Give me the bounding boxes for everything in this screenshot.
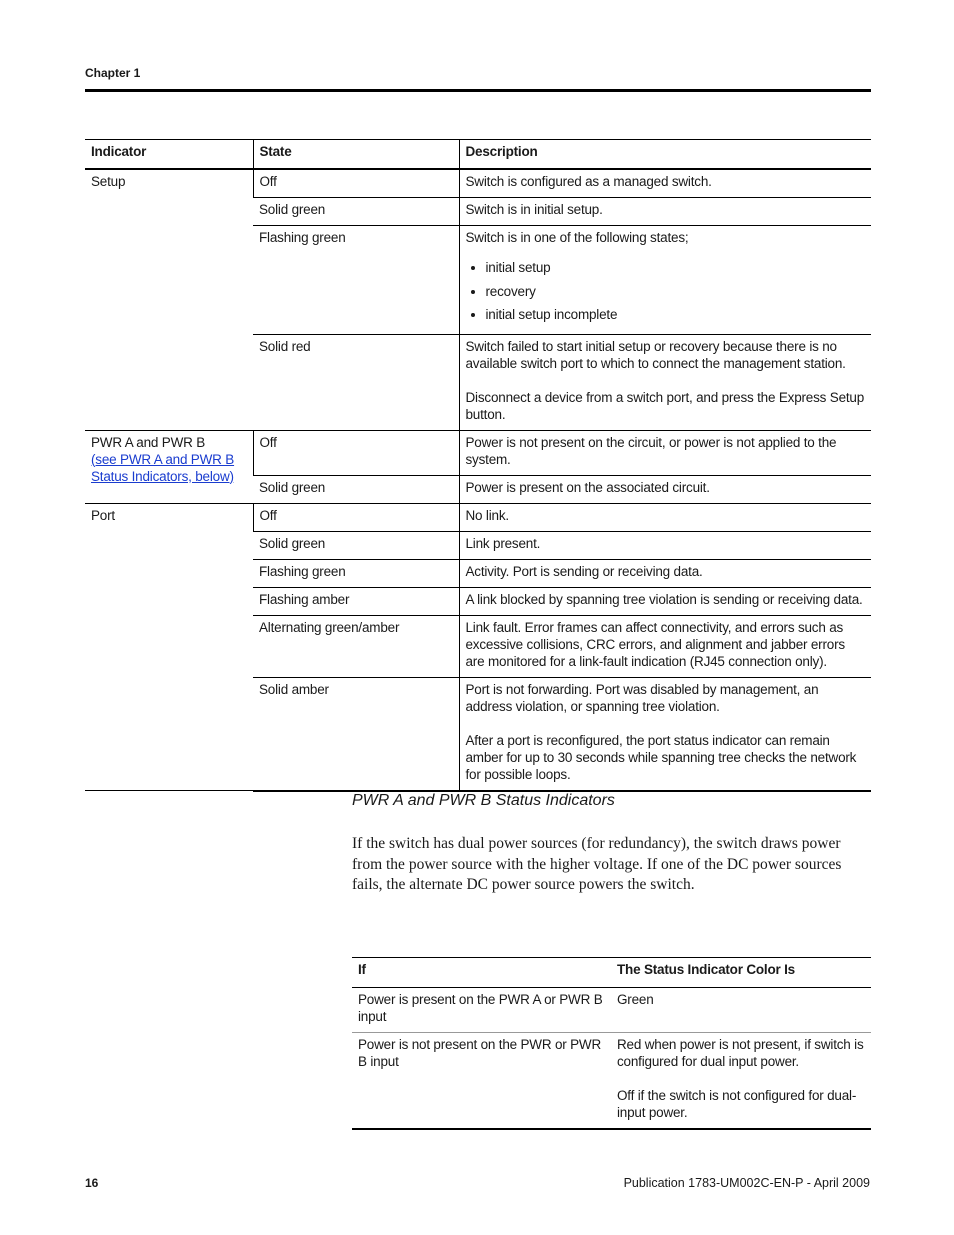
chapter-label: Chapter 1 — [85, 66, 141, 80]
list-item: • initial setup incomplete — [486, 303, 866, 327]
indicator-setup: Setup — [85, 169, 253, 430]
color-cell — [611, 1033, 871, 1130]
description-text: Disconnect a device from a switch port, and press the Express Setup button. — [465, 389, 865, 422]
table-row — [85, 430, 871, 475]
state-cell: Solid green — [253, 531, 459, 559]
indicator-label: PWR A and PWR B — [91, 434, 206, 450]
table-row — [85, 169, 871, 198]
state-cell: Off — [253, 503, 459, 531]
description-text: After a port is reconfigured, the port status indicator can remain amber for up to 30 seconds while spanning tree checks the network for possible loops. — [465, 732, 857, 782]
description-text: Switch is in one of the following states; — [465, 230, 689, 245]
description-cell — [459, 334, 871, 430]
list-item: • recovery — [486, 280, 866, 304]
state-cell: Alternating green/amber — [253, 615, 459, 677]
if-cell: Power is present on the PWR A or PWR B input — [352, 988, 611, 1033]
state-cell: Solid green — [253, 475, 459, 503]
description-cell: Activity. Port is sending or receiving data. — [459, 559, 871, 587]
description-cell — [459, 226, 871, 335]
state-cell: Off — [253, 430, 459, 475]
state-cell: Flashing green — [253, 226, 459, 335]
indicator-port: Port — [85, 503, 253, 791]
indicator-pwr — [85, 430, 253, 503]
header-indicator: Indicator — [91, 144, 147, 159]
header-color: The Status Indicator Color Is — [617, 962, 795, 977]
state-cell: Flashing green — [253, 559, 459, 587]
state-cell: Solid amber — [253, 677, 459, 791]
page-number: 16 — [85, 1176, 99, 1190]
if-cell: Power is not present on the PWR or PWR B input — [352, 1033, 611, 1130]
description-text: Switch failed to start initial setup or recovery because there is no available switch port to which to connect the management station. — [465, 338, 846, 371]
state-list — [466, 256, 866, 327]
description-cell: A link blocked by spanning tree violation is sending or receiving data. — [459, 587, 871, 615]
table-header-row — [352, 958, 871, 988]
pwr-status-table — [352, 957, 871, 1130]
description-cell: Power is present on the associated circuit. — [459, 475, 871, 503]
section-body: If the switch has dual power sources (for redundancy), the switch draws power from the power source with the higher voltage. If one of the DC power sources fails, the alternate DC power source powers the switch. — [352, 835, 842, 893]
publication-info: Publication 1783-UM002C-EN-P - April 2009 — [623, 1176, 870, 1190]
description-text: Port is not forwarding. Port was disabled by management, an address violation, or spanning tree violation. — [465, 681, 819, 714]
header-description: Description — [459, 140, 871, 170]
status-indicator-table — [85, 139, 871, 792]
list-item: • initial setup — [486, 256, 866, 280]
table-row — [352, 988, 871, 1033]
state-cell: Off — [253, 169, 459, 198]
color-cell: Green — [611, 988, 871, 1033]
header-rule — [85, 89, 871, 92]
table-row — [352, 1033, 871, 1130]
color-text: Off if the switch is not configured for dual-input power. — [617, 1088, 857, 1120]
description-cell: Link present. — [459, 531, 871, 559]
description-cell — [459, 677, 871, 791]
color-text: Red when power is not present, if switch is configured for dual input power. — [617, 1037, 864, 1069]
description-cell: Power is not present on the circuit, or power is not applied to the system. — [459, 430, 871, 475]
state-cell: Solid red — [253, 334, 459, 430]
table-row — [85, 503, 871, 531]
header-if: If — [358, 962, 366, 977]
pwr-status-link[interactable]: (see PWR A and PWR B Status Indicators, below) — [91, 451, 235, 484]
description-cell: Switch is in initial setup. — [459, 198, 871, 226]
description-cell: Switch is configured as a managed switch. — [459, 169, 871, 198]
header-state: State — [253, 140, 459, 170]
table-header-row — [85, 140, 871, 170]
section-heading: PWR A and PWR B Status Indicators — [352, 792, 615, 809]
description-cell: No link. — [459, 503, 871, 531]
state-cell: Flashing amber — [253, 587, 459, 615]
description-cell: Link fault. Error frames can affect connectivity, and errors such as excessive collisions, CRC errors, and alignment and jabber errors are monitored for a link-fault indication (RJ45 connection only). — [459, 615, 871, 677]
state-cell: Solid green — [253, 198, 459, 226]
